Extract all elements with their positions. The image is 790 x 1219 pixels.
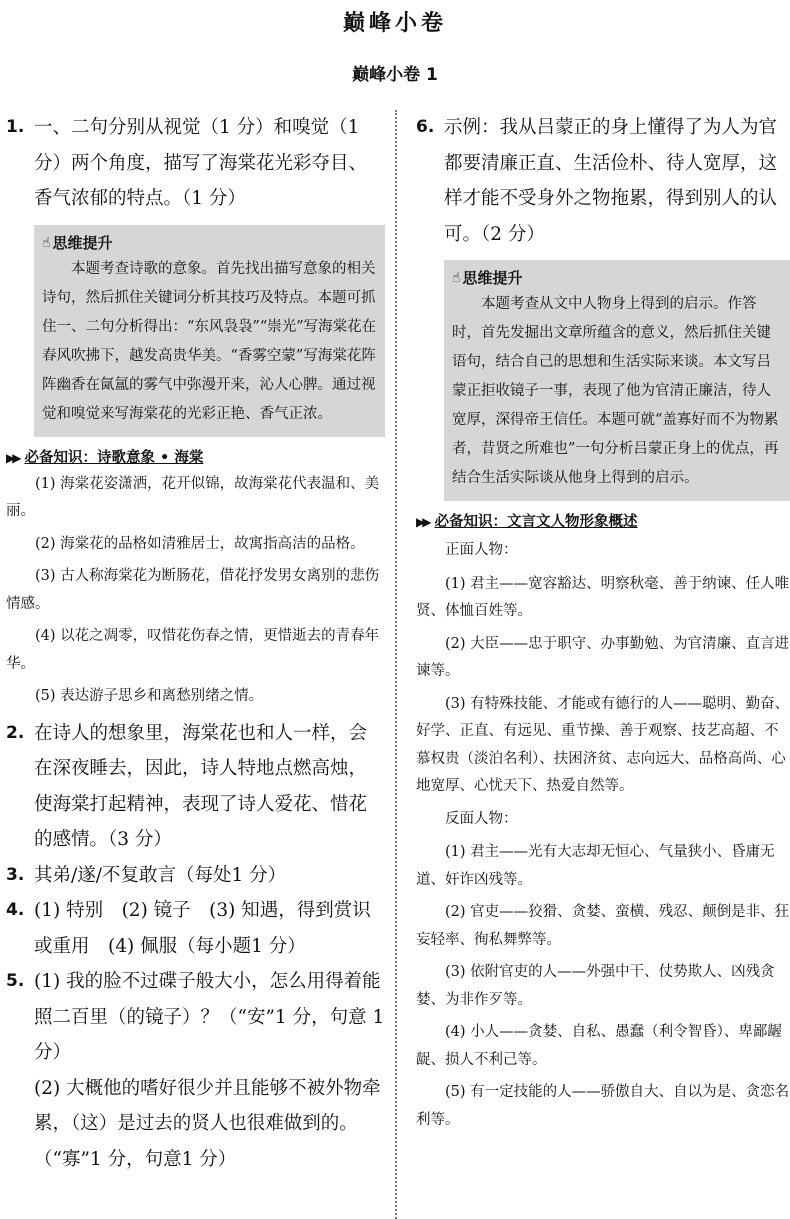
answer-text: 一、二句分别从视觉（1 分）和嗅觉（1 分）两个角度，描写了海棠花光彩夺目、香气浓郁的特点。（1 分） [34,117,368,209]
knowledge-item: (3) 有特殊技能、才能或有德行的人——聪明、勤奋、好学、正直、有远见、重节操、善于观察、技艺高超、不慕权贵（淡泊名利）、扶困济贫、志向远大、品格高尚、心地宽厚、心忧天下、热爱自然等。 [416,695,790,794]
answer-1 [6,110,385,217]
thinking-header [452,266,782,290]
answer-text [34,964,385,1177]
answer-text: 其弟/遂/不复敢言（每处1 分） [34,864,287,886]
answer-number: 6. [416,117,435,137]
knowledge-item: (3) 依附官吏的人——外强中干、仗势欺人、凶残贪婪、为非作歹等。 [416,964,775,1008]
knowledge-item: (2) 海棠花的品格如清雅居士，故寓指高洁的品格。 [35,535,365,552]
thinking-box [444,260,790,501]
answer-text: 示例：我从吕蒙正的身上懂得了为人为官都要清廉正直、生活俭朴、待人宽厚，这样才能不受身外之物拖累，得到别人的认可。（2 分） [444,117,778,245]
knowledge-header [6,445,385,471]
column-divider [395,110,397,1219]
knowledge-item: (2) 大臣——忠于职守、办事勤勉、为官清廉、直言进谏等。 [416,635,790,679]
left-column [6,110,385,1177]
knowledge-item: (1) 海棠花姿潇洒，花开似锦，故海棠花代表温和、美丽。 [6,475,380,519]
answer-6 [416,110,790,252]
answer-part: (1) 我的脸不过碟子般大小，怎么用得着能照二百里（的镜子）？（“安”1 分，句意 1 分） [34,971,385,1063]
positive-label: 正面人物： [445,542,518,558]
right-column [416,110,790,1139]
knowledge-title: 必备知识：诗歌意象 • 海棠 [24,449,204,466]
thinking-body: 本题考查从文中人物身上得到的启示。作答时，首先发掘出文章所蕴含的意义，然后抓住关键语句，结合自己的思想和生活实际来谈。本文写吕蒙正拒收镜子一事，表现了他为官清正廉洁，待人宽厚，深得帝王信任。本题可就“盖寡好而不为物累者，昔贤之所难也”一句分析吕蒙正身上的优点，再结合生活实际谈从他身上得到的启示。 [452,296,779,486]
answer-number: 5. [6,971,25,991]
thumbs-up-icon: ☝ [452,270,461,286]
answer-text: (1) 特别 (2) 镜子 (3) 知遇，得到赏识或重用 (4) 佩服（每小题1 分） [34,900,371,957]
answer-2 [6,716,385,858]
answer-4 [6,893,385,964]
knowledge-item: (3) 古人称海棠花为断肠花，借花抒发男女离别的悲伤情感。 [6,568,380,612]
knowledge-title: 必备知识：文言文人物形象概述 [434,514,638,530]
double-arrow-icon: ▶▶ [416,515,429,529]
answer-text: 在诗人的想象里，海棠花也和人一样，会在深夜睡去，因此，诗人特地点燃高烛，使海棠打起精神，表现了诗人爱花、惜花的感情。（3 分） [34,722,368,850]
answer-number: 2. [6,722,25,743]
answer-3 [6,858,385,894]
thumbs-up-icon: ☝ [42,234,51,251]
knowledge-header [416,509,790,535]
thinking-box [34,225,385,437]
page-title: 巅峰小卷 [342,11,447,36]
knowledge-item: (5) 有一定技能的人——骄傲自大、自以为是、贪恋名利等。 [416,1084,790,1128]
knowledge-item: (1) 君主——光有大志却无恒心、气量狭小、昏庸无道、奸诈凶残等。 [416,844,775,888]
negative-label: 反面人物： [445,810,518,827]
section-title: 巅峰小卷 1 [352,65,438,85]
answer-number: 4. [6,900,25,920]
thinking-header [42,231,377,255]
knowledge-item: (2) 官吏——狡猾、贪婪、蛮横、残忍、颠倒是非、狂妄轻率、徇私舞弊等。 [416,904,790,948]
knowledge-item: (5) 表达游子思乡和离愁别绪之情。 [35,688,264,704]
answer-part: (2) 大概他的嗜好很少并且能够不被外物牵累，（这）是过去的贤人也很难做到的。（“寡”1 分，句意1 分） [34,1077,381,1170]
double-arrow-icon: ▶▶ [6,450,19,465]
answer-number: 1. [6,117,25,137]
thinking-title: 思维提升 [52,233,113,252]
knowledge-item: (1) 君主——宽容豁达、明察秋毫、善于纳谏、任人唯贤、体恤百姓等。 [416,575,790,619]
answer-number: 3. [6,864,25,885]
knowledge-item: (4) 小人——贪婪、自私、愚蠢（利令智昏）、卑鄙龌龊、损人不利己等。 [416,1024,782,1068]
thinking-title: 思维提升 [462,269,523,287]
knowledge-item: (4) 以花之凋零，叹惜花伤春之情，更惜逝去的青春年华。 [6,628,380,672]
thinking-body: 本题考查诗歌的意象。首先找出描写意象的相关诗句，然后抓住关键词分析其技巧及特点。本题可抓住一、二句分析得出：“东风袅袅”“崇光”写海棠花在春风吹拂下，越发高贵华美。“香雾空蒙”写海棠花阵阵幽香在氤氲的雾气中弥漫开来，沁人心脾。通过视觉和嗅觉来写海棠花的光彩正艳、香气正浓。 [42,260,377,422]
answer-5 [6,964,385,1177]
